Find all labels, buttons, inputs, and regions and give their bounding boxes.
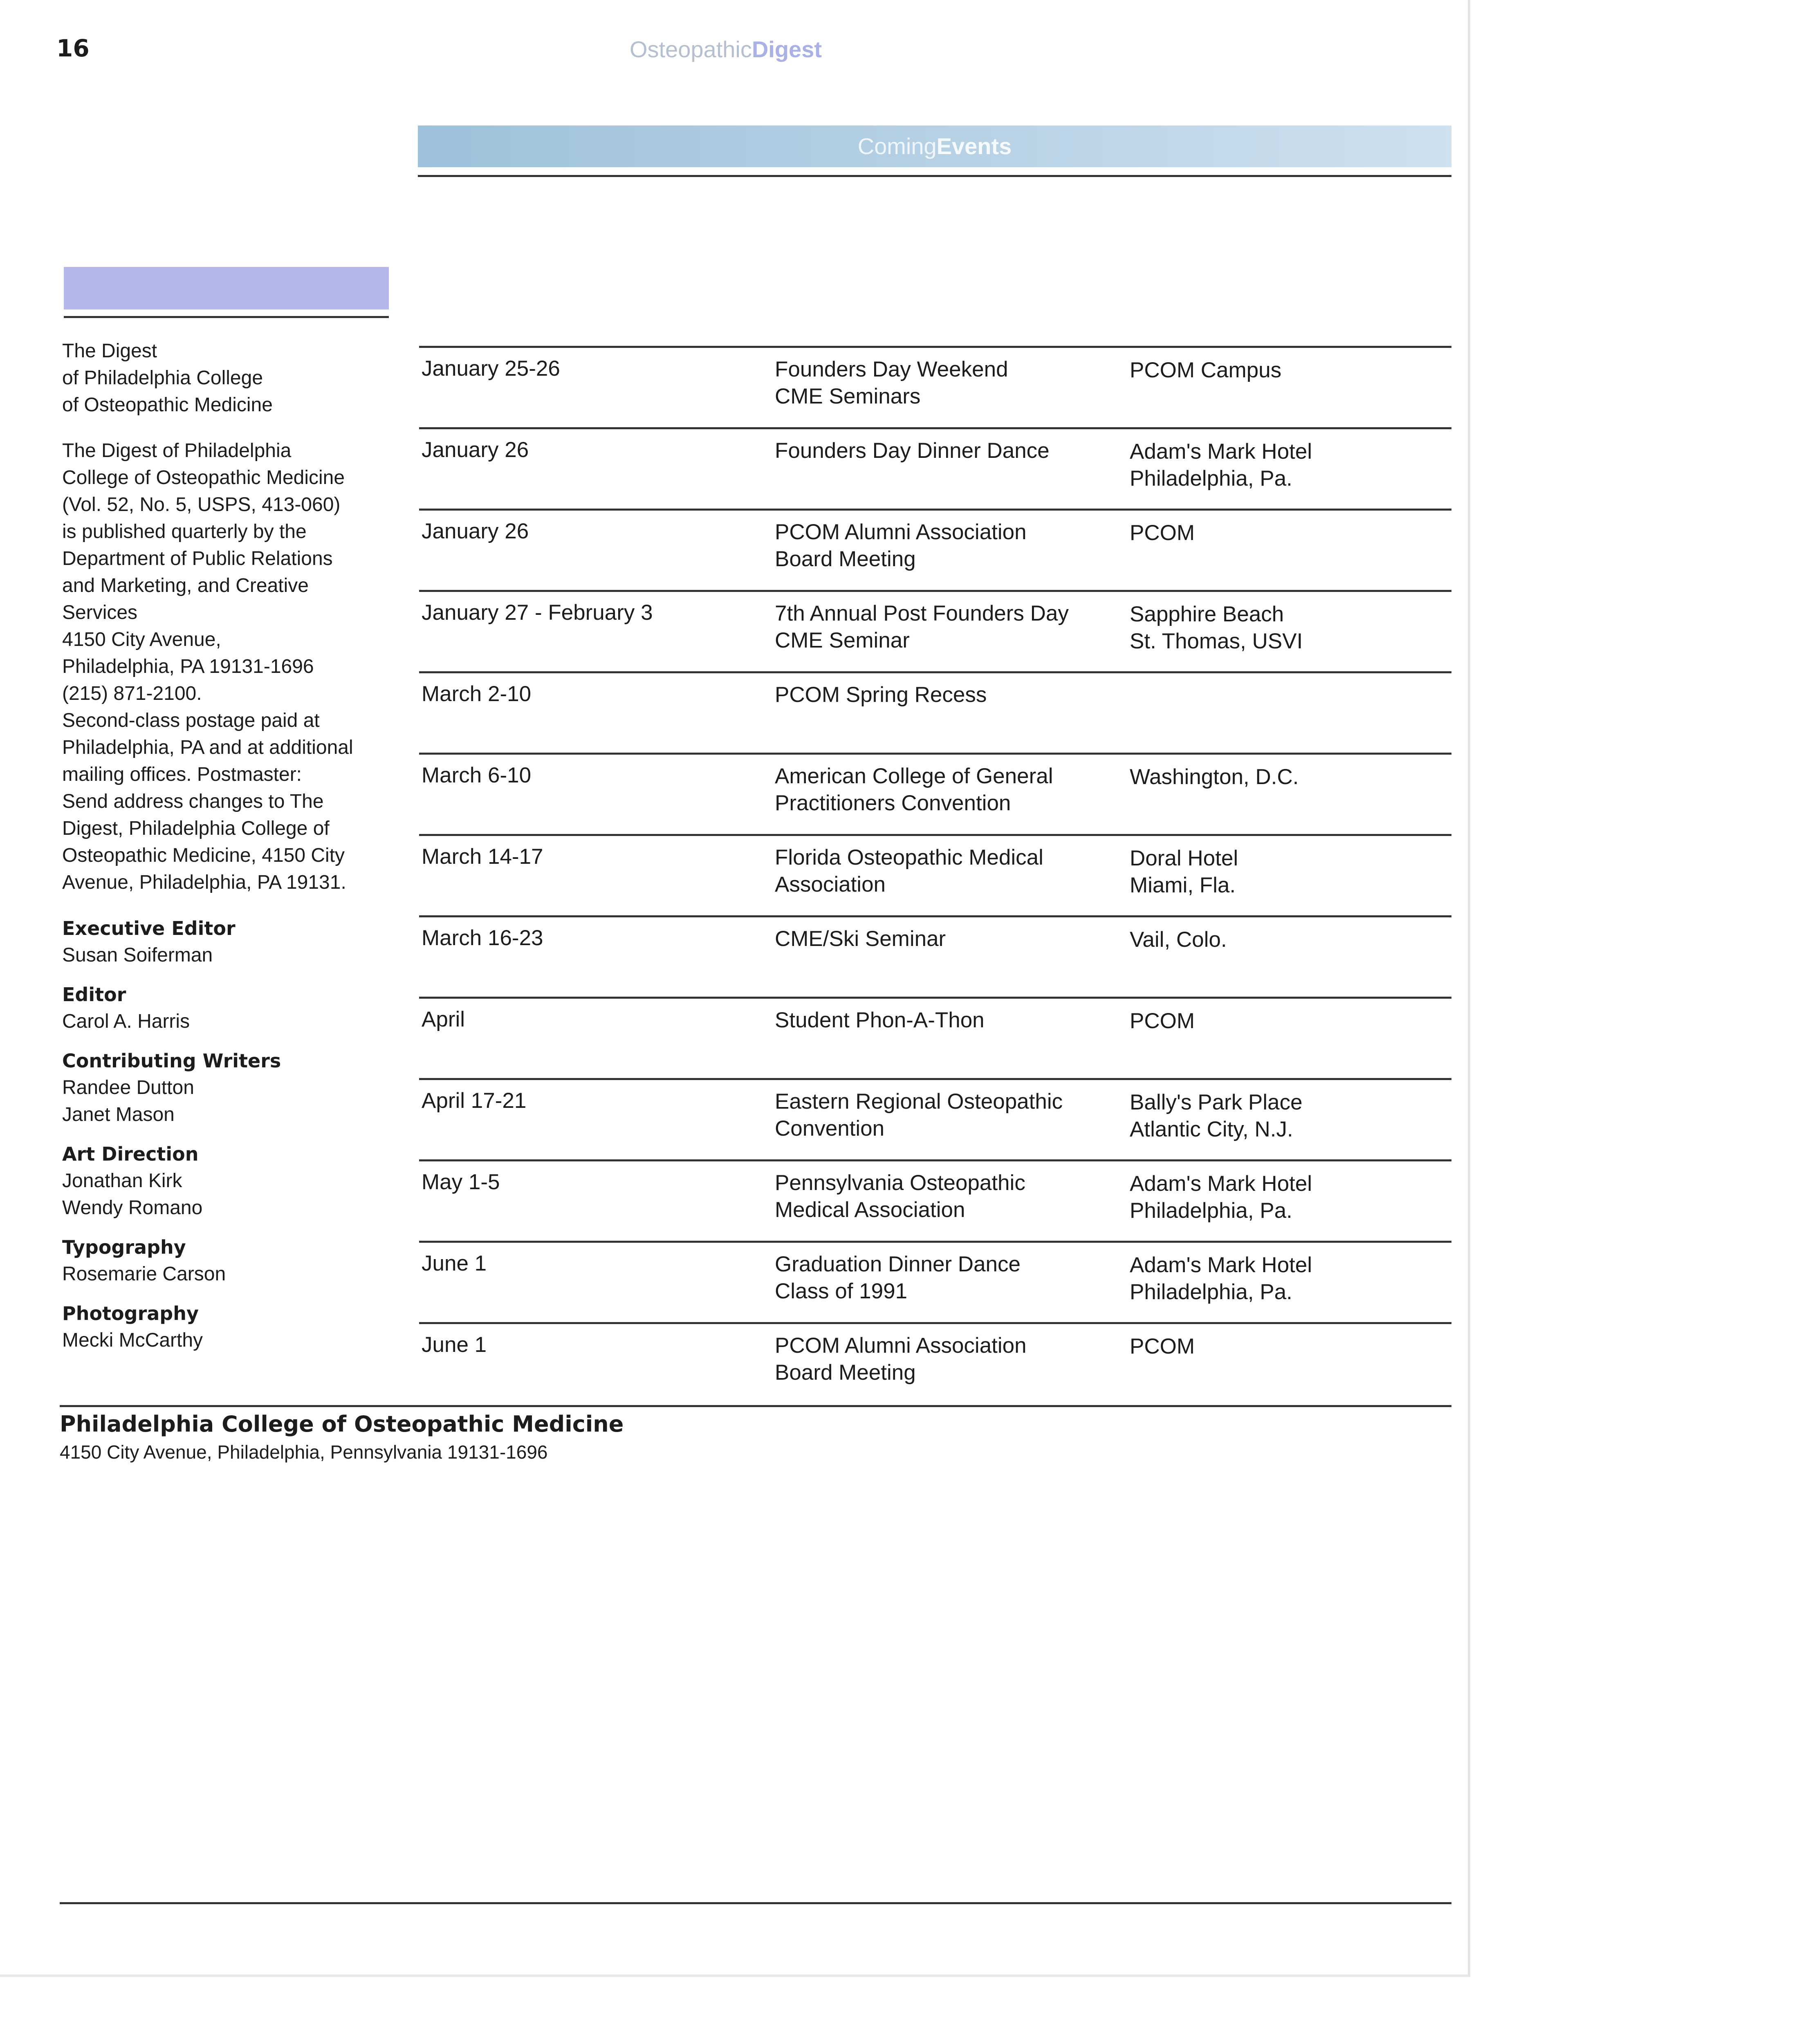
event-location-line: PCOM xyxy=(1130,521,1195,545)
sidebar-publication-info xyxy=(62,437,397,896)
event-name-line: PCOM Alumni Association xyxy=(775,520,1027,544)
section-title-bold: Events xyxy=(936,133,1012,159)
event-location-line: Adam's Mark Hotel xyxy=(1130,1172,1312,1196)
event-row xyxy=(419,1078,1451,1159)
sidebar-intro-line: of Philadelphia College xyxy=(62,367,263,389)
event-name xyxy=(775,926,1102,953)
footer-divider xyxy=(60,1405,1451,1407)
event-row xyxy=(419,997,1451,1078)
event-name-line: CME/Ski Seminar xyxy=(775,927,946,951)
event-name-line: Founders Day Weekend xyxy=(775,357,1008,381)
event-location xyxy=(1130,438,1449,492)
event-location xyxy=(1130,1333,1449,1360)
event-location-line: Philadelphia, Pa. xyxy=(1130,1280,1292,1304)
event-location-line: Adam's Mark Hotel xyxy=(1130,1253,1312,1277)
event-date: March 16-23 xyxy=(422,926,543,950)
credit-title: Executive Editor xyxy=(62,917,236,939)
event-location-line: Vail, Colo. xyxy=(1130,928,1227,952)
event-name-line: Convention xyxy=(775,1116,885,1141)
event-row xyxy=(419,346,1451,427)
event-row xyxy=(419,915,1451,997)
credit-name: Jonathan Kirk xyxy=(62,1170,182,1192)
sidebar-info-line: is published quarterly by the xyxy=(62,521,307,542)
credit-title: Photography xyxy=(62,1302,199,1325)
sidebar-info-line: Send address changes to The xyxy=(62,791,324,812)
sidebar-color-block xyxy=(64,267,389,309)
credit-block xyxy=(62,981,397,1035)
event-location xyxy=(1130,1252,1449,1306)
sidebar-info-line: Philadelphia, PA and at additional xyxy=(62,737,353,758)
event-location-line: Adam's Mark Hotel xyxy=(1130,439,1312,464)
masthead-sidebar xyxy=(62,338,397,1366)
credit-title: Contributing Writers xyxy=(62,1050,281,1072)
footer-organization: Philadelphia College of Osteopathic Medicine xyxy=(60,1411,624,1437)
event-name-line: Eastern Regional Osteopathic xyxy=(775,1089,1063,1114)
sidebar-info-line: Second-class postage paid at xyxy=(62,710,320,731)
event-name xyxy=(775,356,1102,410)
event-row xyxy=(419,753,1451,834)
event-date: January 26 xyxy=(422,438,529,462)
sidebar-info-line: Services xyxy=(62,602,138,623)
sidebar-intro xyxy=(62,338,397,419)
event-row xyxy=(419,1322,1451,1403)
event-name-line: PCOM Spring Recess xyxy=(775,683,987,707)
sidebar-info-line: Philadelphia, PA 19131-1696 xyxy=(62,656,314,677)
event-name-line: Student Phon-A-Thon xyxy=(775,1008,985,1032)
events-table xyxy=(419,346,1451,1403)
event-name-line: Class of 1991 xyxy=(775,1279,908,1303)
event-location-line: Philadelphia, Pa. xyxy=(1130,1199,1292,1223)
sidebar-info-line: Digest, Philadelphia College of xyxy=(62,818,330,839)
event-location-line: Atlantic City, N.J. xyxy=(1130,1117,1293,1141)
sidebar-info-line: and Marketing, and Creative xyxy=(62,575,309,596)
event-name-line: Graduation Dinner Dance xyxy=(775,1252,1021,1276)
event-location xyxy=(1130,1170,1449,1224)
event-location-line: Miami, Fla. xyxy=(1130,873,1236,897)
event-date: April xyxy=(422,1007,465,1031)
event-row xyxy=(419,834,1451,915)
sidebar-info-line: (Vol. 52, No. 5, USPS, 413-060) xyxy=(62,494,341,515)
page-number: 16 xyxy=(56,34,90,62)
sidebar-info-line: mailing offices. Postmaster: xyxy=(62,764,302,785)
event-date: April 17-21 xyxy=(422,1089,527,1113)
event-name xyxy=(775,681,1102,708)
event-location xyxy=(1130,520,1449,547)
credit-title: Editor xyxy=(62,984,126,1006)
section-banner xyxy=(418,126,1451,167)
event-date: January 25-26 xyxy=(422,356,560,381)
event-location-line: Washington, D.C. xyxy=(1130,765,1299,789)
credit-name: Randee Dutton xyxy=(62,1077,194,1098)
event-location xyxy=(1130,357,1449,384)
event-row xyxy=(419,1159,1451,1241)
event-name-line: Board Meeting xyxy=(775,547,916,571)
event-name-line: CME Seminar xyxy=(775,628,910,652)
banner-divider xyxy=(418,175,1451,177)
event-row xyxy=(419,427,1451,509)
credit-name: Carol A. Harris xyxy=(62,1011,190,1032)
event-name xyxy=(775,519,1102,573)
event-name-line: American College of General xyxy=(775,764,1053,788)
event-name xyxy=(775,600,1102,654)
event-location xyxy=(1130,845,1449,899)
event-name xyxy=(775,1251,1102,1305)
sidebar-info-line: College of Osteopathic Medicine xyxy=(62,467,345,489)
credit-title: Art Direction xyxy=(62,1143,199,1165)
masthead-light: Osteopathic xyxy=(630,36,752,62)
event-location-line: PCOM xyxy=(1130,1334,1195,1358)
event-name-line: Founders Day Dinner Dance xyxy=(775,439,1050,463)
credit-title: Typography xyxy=(62,1236,186,1258)
event-date: March 14-17 xyxy=(422,845,543,869)
sidebar-divider xyxy=(64,316,389,318)
event-location xyxy=(1130,1008,1449,1035)
event-date: June 1 xyxy=(422,1251,487,1275)
credit-block xyxy=(62,1300,397,1354)
event-date: January 27 - February 3 xyxy=(422,601,653,625)
event-location-line: Sapphire Beach xyxy=(1130,602,1284,626)
event-name xyxy=(775,437,1102,464)
staff-credits xyxy=(62,915,397,1354)
event-location-line: Philadelphia, Pa. xyxy=(1130,466,1292,491)
credit-block xyxy=(62,1141,397,1221)
masthead-bold: Digest xyxy=(751,36,822,62)
sidebar-intro-line: The Digest xyxy=(62,340,157,362)
sidebar-info-line: Department of Public Relations xyxy=(62,548,333,569)
event-name-line: PCOM Alumni Association xyxy=(775,1334,1027,1358)
event-name xyxy=(775,844,1102,898)
event-name xyxy=(775,763,1102,817)
event-name-line: Board Meeting xyxy=(775,1360,916,1385)
credit-name: Janet Mason xyxy=(62,1104,175,1125)
event-row xyxy=(419,671,1451,753)
bottom-divider xyxy=(60,1902,1451,1904)
credit-name: Susan Soiferman xyxy=(62,944,213,966)
event-location-line: St. Thomas, USVI xyxy=(1130,629,1303,653)
credit-block xyxy=(62,1234,397,1288)
event-location-line: PCOM Campus xyxy=(1130,358,1282,382)
event-location xyxy=(1130,1089,1449,1143)
event-name-line: Practitioners Convention xyxy=(775,791,1011,815)
event-date: June 1 xyxy=(422,1333,487,1357)
event-name-line: Association xyxy=(775,872,886,896)
event-location xyxy=(1130,601,1449,655)
event-name xyxy=(775,1332,1102,1386)
event-name xyxy=(775,1088,1102,1142)
event-location-line: Bally's Park Place xyxy=(1130,1090,1303,1114)
event-location-line: PCOM xyxy=(1130,1009,1195,1033)
credit-name: Rosemarie Carson xyxy=(62,1263,226,1285)
event-name-line: Pennsylvania Osteopathic xyxy=(775,1171,1025,1195)
credit-block xyxy=(62,915,397,969)
event-date: March 2-10 xyxy=(422,682,532,706)
event-date: March 6-10 xyxy=(422,763,532,787)
event-row xyxy=(419,1241,1451,1322)
event-name-line: Florida Osteopathic Medical xyxy=(775,845,1043,870)
masthead xyxy=(630,36,822,63)
event-row xyxy=(419,509,1451,590)
credit-name: Wendy Romano xyxy=(62,1197,203,1219)
event-row xyxy=(419,590,1451,671)
sidebar-info-line: Avenue, Philadelphia, PA 19131. xyxy=(62,872,346,893)
event-name-line: CME Seminars xyxy=(775,384,921,408)
sidebar-info-line: Osteopathic Medicine, 4150 City xyxy=(62,845,345,866)
footer-address: 4150 City Avenue, Philadelphia, Pennsylvania 19131-1696 xyxy=(60,1441,548,1463)
credit-block xyxy=(62,1047,397,1128)
credit-name: Mecki McCarthy xyxy=(62,1329,203,1351)
sidebar-intro-line: of Osteopathic Medicine xyxy=(62,394,273,416)
section-title-light: Coming xyxy=(857,133,937,159)
event-name xyxy=(775,1007,1102,1034)
event-date: May 1-5 xyxy=(422,1170,500,1194)
event-location xyxy=(1130,926,1449,953)
event-name xyxy=(775,1170,1102,1224)
event-name-line: 7th Annual Post Founders Day xyxy=(775,601,1069,625)
sidebar-info-line: 4150 City Avenue, xyxy=(62,629,221,650)
sidebar-info-line: The Digest of Philadelphia xyxy=(62,440,292,462)
event-location-line: Doral Hotel xyxy=(1130,846,1238,870)
event-date: January 26 xyxy=(422,519,529,543)
sidebar-info-line: (215) 871-2100. xyxy=(62,683,202,704)
event-location xyxy=(1130,764,1449,791)
event-name-line: Medical Association xyxy=(775,1198,965,1222)
